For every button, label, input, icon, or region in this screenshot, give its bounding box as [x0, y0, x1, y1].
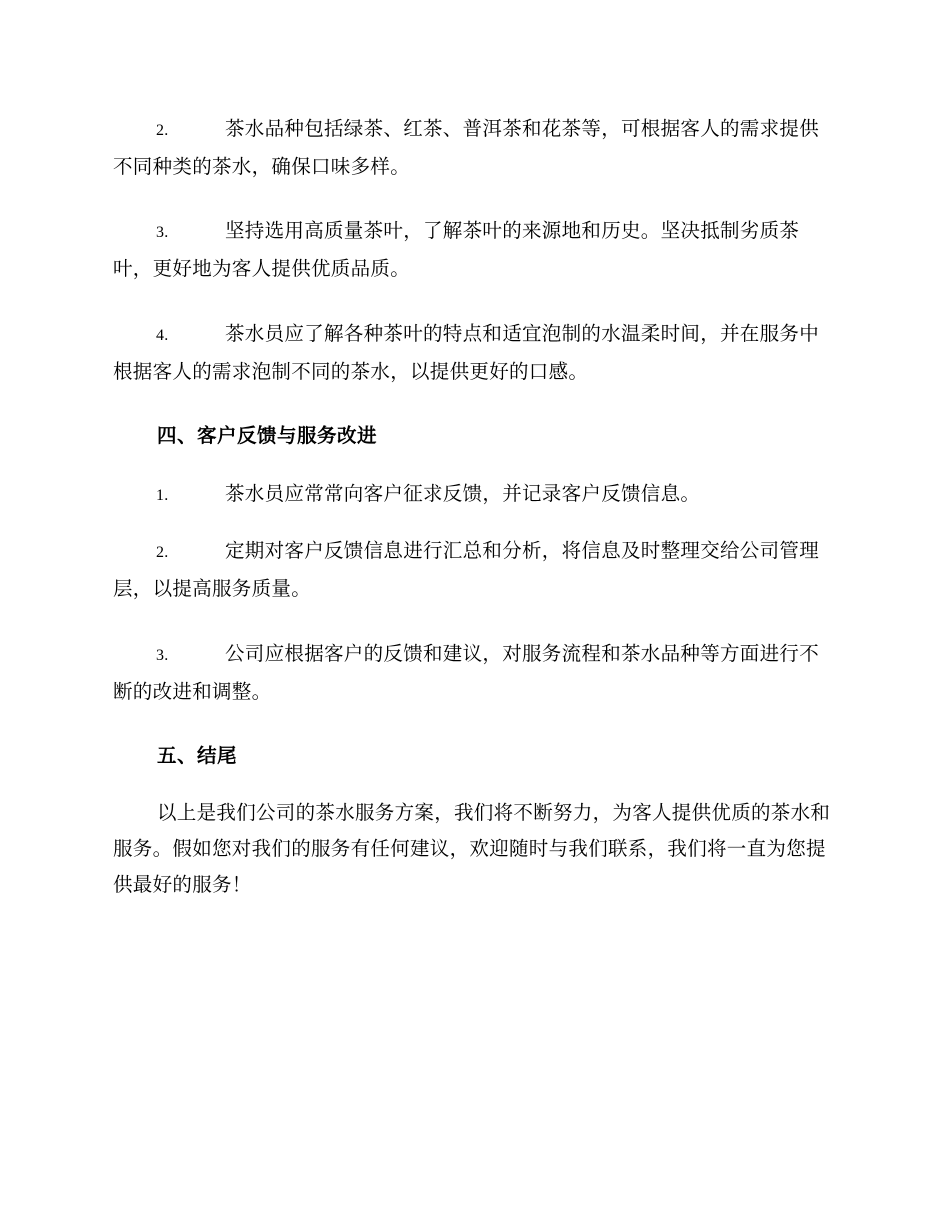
list-item [113, 636, 835, 710]
list-item [113, 111, 835, 185]
list-item-text: 茶水员应常常向客户征求反馈，并记录客户反馈信息。 [225, 482, 701, 505]
list-number: 4. [156, 327, 169, 344]
list-item [113, 533, 835, 607]
list-item-text: 坚持选用高质量茶叶，了解茶叶的来源地和历史。坚决抵制劣质茶叶，更好地为客人提供优质品质。 [113, 219, 800, 280]
section-heading: 四、客户反馈与服务改进 [157, 424, 378, 447]
list-number: 1. [156, 487, 169, 504]
list-item [113, 316, 835, 390]
list-item-text: 茶水品种包括绿茶、红茶、普洱茶和花茶等，可根据客人的需求提供不同种类的茶水，确保口味多样。 [113, 117, 820, 178]
list-number: 3. [156, 647, 169, 664]
list-item-text: 茶水员应了解各种茶叶的特点和适宜泡制的水温柔时间，并在服务中根据客人的需求泡制不同的茶水，以提供更好的口感。 [113, 322, 820, 383]
closing-paragraph-text: 以上是我们公司的茶水服务方案，我们将不断努力，为客人提供优质的茶水和服务。假如您对我们的服务有任何建议，欢迎随时与我们联系，我们将一直为您提供最好的服务！ [113, 801, 831, 896]
section-heading: 五、结尾 [157, 744, 238, 767]
list-number: 2. [156, 122, 169, 139]
list-item [113, 213, 835, 287]
closing-paragraph [113, 795, 835, 903]
list-item [113, 476, 835, 514]
list-item-text: 公司应根据客户的反馈和建议，对服务流程和茶水品种等方面进行不断的改进和调整。 [113, 642, 820, 703]
list-item-text: 定期对客户反馈信息进行汇总和分析，将信息及时整理交给公司管理层，以提高服务质量。 [113, 539, 820, 600]
list-number: 2. [156, 544, 169, 561]
list-number: 3. [156, 224, 169, 241]
